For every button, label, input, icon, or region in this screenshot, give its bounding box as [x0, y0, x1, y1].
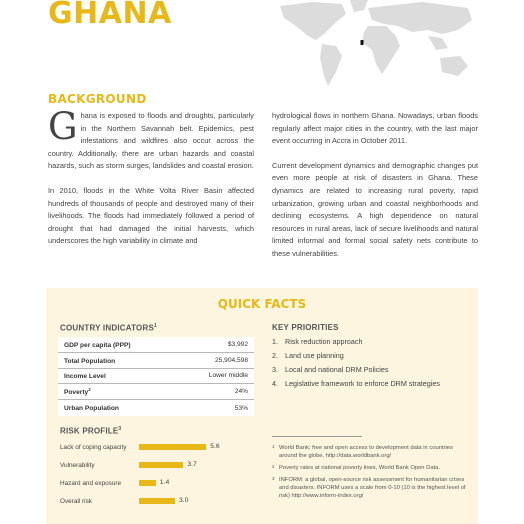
risk-label: Lack of coping capacity [60, 444, 127, 451]
risk-label: Hazard and exposure [60, 480, 122, 487]
map-landmass-australia [440, 56, 468, 76]
background-paragraph-2: In 2010, floods in the White Volta River Basin affected hundreds of thousands of people and destroyed many of their livelihoods. The floods had immediately followed a period of drought that had damaged the initial harvests, which underscores the high variability in climate and [48, 185, 254, 246]
risk-bar [139, 480, 156, 486]
background-column-right [272, 110, 478, 273]
background-column-left [48, 105, 254, 260]
risk-row [60, 477, 260, 495]
list-item: 2. Land use planning [272, 351, 344, 360]
background-title: BACKGROUND [48, 92, 147, 106]
country-title: GHANA [48, 0, 172, 31]
risk-label: Overall risk [60, 498, 92, 505]
risk-bar [139, 498, 175, 504]
indicator-label: GDP per capita (PPP) [64, 341, 131, 349]
quick-facts-title: QUICK FACTS [217, 297, 307, 311]
ghana-marker [361, 40, 364, 45]
risk-bar [139, 444, 206, 450]
risk-bar [139, 462, 183, 468]
map-landmass-africa [362, 26, 400, 74]
footnote: 2 Poverty rates at national poverty lines, World Bank Open Data. [272, 464, 440, 471]
risk-row [60, 495, 260, 513]
map-landmass-southeast-asia [428, 36, 448, 50]
quick-facts-panel [46, 288, 478, 524]
list-item: 4. Legislative framework to enforce DRM strategies [272, 379, 440, 388]
indicator-row [58, 369, 254, 385]
country-indicators-title-text: COUNTRY INDICATORS [60, 323, 154, 333]
background-paragraph-4: Current development dynamics and demographic changes put even more people at risk of disasters in Ghana. These dynamics are related to increasing rural poverty, rapid urbanization, growing urban and coastal neighborhoods and declining ecosystems. A high dependence on natural resources in rural areas, lack of secure livelihoods and natural limited informal and formal social safety nets contribute to these vulnerabilities. [272, 160, 478, 258]
background-paragraph-1 [48, 105, 254, 173]
footnote-divider [272, 436, 362, 437]
risk-label: Vulnerability [60, 462, 95, 469]
indicator-label: Poverty$^2$ [64, 387, 91, 397]
indicator-label: Urban Population [64, 405, 119, 413]
indicator-value: 25,904,598 [214, 356, 248, 364]
risk-value: 3.0 [179, 497, 189, 504]
drop-cap: G [48, 105, 78, 148]
risk-profile-footnote-ref: 3 [118, 426, 122, 432]
risk-profile-chart [60, 441, 260, 513]
map-landmass-greenland [350, 0, 368, 12]
indicator-row [58, 353, 254, 369]
indicator-value: Lower middle [208, 372, 248, 380]
risk-profile-title [60, 426, 121, 436]
country-indicators-table [58, 337, 254, 416]
country-indicators-title [60, 323, 157, 333]
world-map [272, 0, 478, 88]
risk-value: 1.4 [159, 479, 170, 486]
risk-value: 3.7 [187, 461, 197, 468]
indicator-label: Income Level [64, 373, 106, 381]
map-landmass-north-america [280, 2, 346, 40]
indicator-row [58, 337, 254, 353]
indicator-row [58, 384, 254, 400]
risk-row [60, 459, 260, 477]
key-priorities-title: KEY PRIORITIES [272, 323, 339, 332]
risk-row [60, 441, 260, 459]
list-item: 1. Risk reduction approach [272, 337, 363, 346]
background-paragraph-1-text: hana is exposed to floods and droughts, particularly in the Northern Savannah belt. Epidemics, pest infestations and wildfires also occur across the country. Additionally, there are urban hazards and coastal hazards, such as storm surges, landslides and coastal erosion. [48, 111, 254, 171]
indicator-row [58, 400, 254, 416]
indicator-value: 24% [234, 388, 248, 396]
country-indicators-footnote-ref: 1 [153, 323, 157, 329]
background-paragraph-3: hydrological flows in northern Ghana. Nowadays, urban floods regularly affect major cities in the country, with the last major event occurring in Accra in October 2011. [272, 111, 478, 146]
footnote: 3 INFORM: a global, open-source risk assessment for humanitarian crises and disasters. INFORM uses a scale from 0-10 (10 is the highest level of risk) http://www.inform-index.org/ [272, 476, 466, 499]
map-landmass-south-america [320, 44, 342, 86]
indicator-label: Total Population [64, 357, 116, 365]
risk-value: 5.6 [210, 443, 220, 450]
footnotes [272, 444, 472, 504]
key-priorities-list [272, 337, 440, 393]
risk-profile-title-text: RISK PROFILE [60, 426, 119, 436]
indicator-value: 53% [234, 404, 248, 412]
indicator-value: $3,992 [227, 340, 248, 348]
footnote: 1 World Bank; free and open access to development data in countries around the globe, http://data.worldbank.org/ [272, 444, 453, 459]
list-item: 3. Local and national DRM Policies [272, 365, 389, 374]
